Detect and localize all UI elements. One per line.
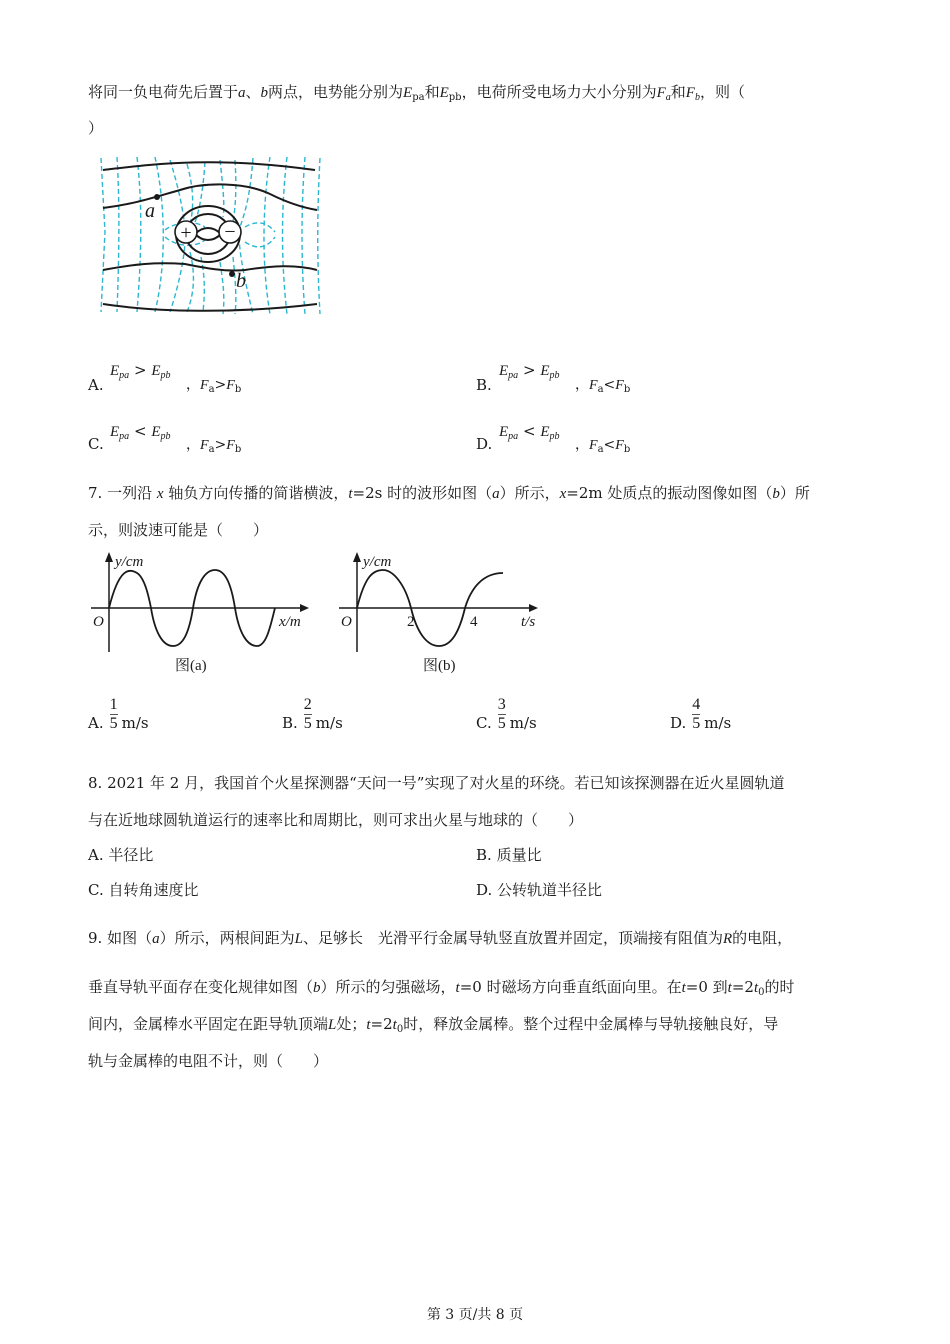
q7-stem-line1: 7. 一列沿 x 轴负方向传播的简谐横波，t=2s 时的波形如图（a）所示，x=2m 处质点的振动图像如图（b）所 [88,484,810,502]
field-lines [101,157,320,314]
y-axis-label: y/cm [115,554,144,570]
y-axis-label: y/cm [363,554,392,570]
figure-b-caption: 图(b) [423,658,456,674]
figure-a-caption: 图(a) [175,658,207,674]
q8-stem-line2: 与在近地球圆轨道运行的速率比和周期比，则可求出火星与地球的（ ） [88,811,584,829]
q7-option-d: D. $\frac{4}{5}$ m/s [670,696,732,732]
q7-option-b: B. $\frac{2}{5}$ m/s [282,696,343,732]
q6-option-d-force: ，$F_a<F_b$ [575,437,631,455]
tick-2: 2 [407,614,415,630]
q6-option-a: A. [88,376,104,394]
q6-stem-line1: 将同一负电荷先后置于a、b两点，电势能分别为$E_{pa}$和$E_{pb}$，电荷所受电场力大小分别为$F_a$和$F_b$，则（ [88,83,745,103]
q9-stem-line4: 轨与金属棒的电阻不计，则（ ） [88,1052,329,1070]
q8-option-b: B. 质量比 [476,846,542,864]
q6-option-b-force: ，$F_a<F_b$ [575,377,631,395]
x-axis-label: x/m [279,614,301,630]
q9-stem-line2: 垂直导轨平面存在变化规律如图（b）所示的匀强磁场，t=0 时磁场方向垂直纸面向里。在t=0 到$t=2t_0$的时 [88,978,795,998]
t-axis-label: t/s [521,614,536,630]
q8-stem-line1: 8. 2021 年 2 月，我国首个火星探测器“天问一号”实现了对火星的环绕。若已知该探测器在近火星圆轨道 [88,774,785,792]
label-a: a [145,200,155,222]
q6-option-c: C. [88,435,104,453]
q6-option-d-ep: $E_{pa} < E_{pb}$ [499,422,560,442]
q8-option-c: C. 自转角速度比 [88,881,199,899]
q7-stem-line2: 示，则波速可能是（ ） [88,521,269,539]
q6-option-c-force: ，$F_a>F_b$ [186,437,242,455]
q9-stem-line3: 间内，金属棒水平固定在距导轨顶端L处；$t=2t_0$时，释放金属棒。整个过程中金属棒与导轨接触良好，导 [88,1015,779,1035]
q6-option-a-force: ，$F_a>F_b$ [186,377,242,395]
q8-option-a: A. 半径比 [88,846,154,864]
q6-option-d: D. [476,435,493,453]
origin-label: O [93,614,104,630]
q7-figure-a [85,548,315,678]
q6-stem-line2: ） [88,119,104,137]
q7-option-a: A. $\frac{1}{5}$ m/s [88,696,149,732]
q6-option-c-ep: $E_{pa} < E_{pb}$ [110,422,171,442]
dipole-field-diagram [95,152,325,322]
origin-label: O [341,614,352,630]
page-footer: 第 3 页/共 8 页 [426,1307,524,1323]
q6-option-a-ep: $E_{pa} > E_{pb}$ [110,361,171,381]
minus-sign: − [224,221,236,243]
plus-sign: + [180,222,192,244]
q8-option-d: D. 公转轨道半径比 [476,881,603,899]
label-b: b [236,270,246,292]
q6-option-b: B. [476,376,492,394]
q7-option-c: C. $\frac{3}{5}$ m/s [476,696,537,732]
point-b [229,271,235,277]
q6-option-b-ep: $E_{pa} > E_{pb}$ [499,361,560,381]
q7-figure-b [335,548,550,678]
q9-stem-line1: 9. 如图（a）所示，两根间距为L、足够长 光滑平行金属导轨竖直放置并固定，顶端接有阻值为R的电阻， [88,929,793,947]
tick-4: 4 [470,614,478,630]
